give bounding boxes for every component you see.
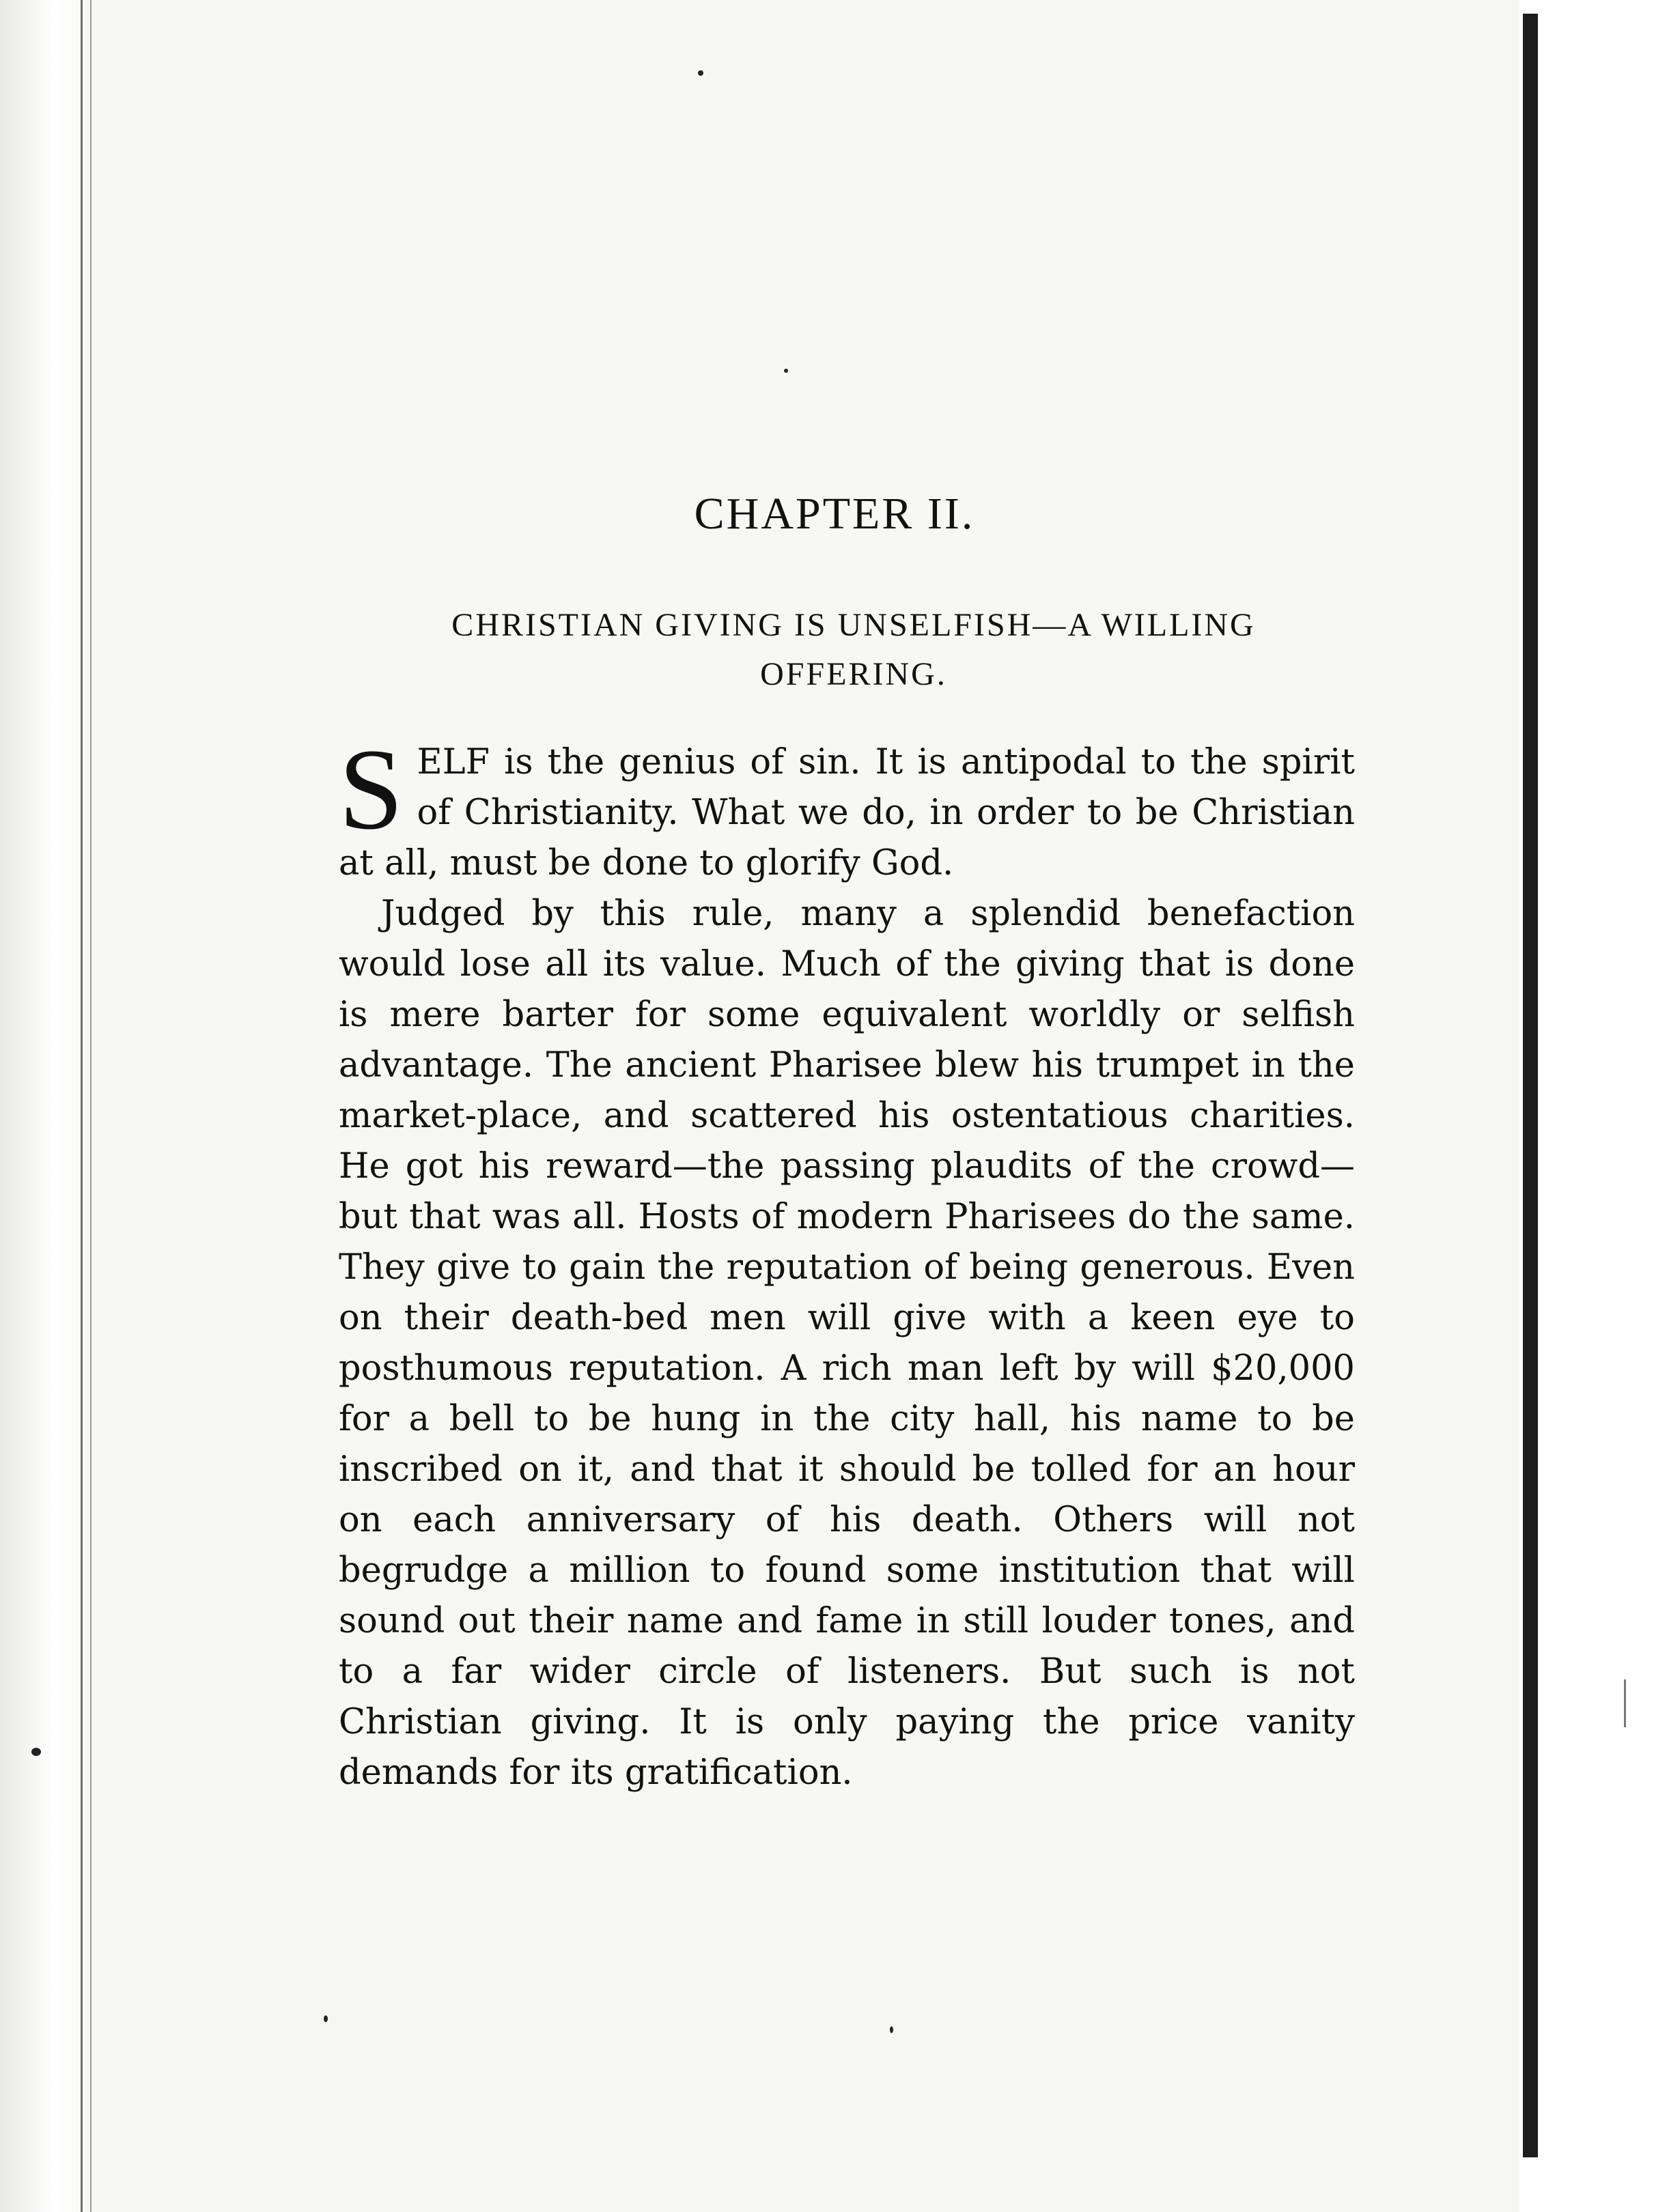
chapter-title: CHAPTER II. [694, 489, 975, 539]
paper-speck [324, 2015, 328, 2022]
page-edge-line [81, 0, 83, 2212]
paper-speck [31, 1748, 41, 1756]
paragraph-2: Judged by this rule, many a splendid benefaction would lose all its value. Much of the giving that is done is mere barter for some equivalent worldly or selfish advantage. The ancient Pharisee blew his trumpet in the market-place, and scattered his ostentatious charities. He got his reward—the passing plaudits of the crowd—but that was all. Hosts of modern Pharisees do the same. They give to gain the reputation of being generous. Even on their death-bed men will give with a keen eye to posthumous reputation. A rich man left by will $20,000 for a bell to be hung in the city hall, his name to be inscribed on it, and that it should be tolled for an hour on each anniversary of his death. Others will not begrudge a million to found some institution that will sound out their name and fame in still louder tones, and to a far wider circle of listeners. But such is not Christian giving. It is only paying the price vanity demands for its gratification. [339, 894, 1355, 1793]
body-text [339, 725, 1355, 1798]
page-left-edge [0, 0, 89, 2212]
paper-speck [698, 70, 703, 76]
chapter-subtitle: CHRISTIAN GIVING IS UNSELFISH—A WILLING OFFERING. [451, 607, 1256, 692]
paper-speck [890, 2026, 893, 2033]
page-edge-line [90, 0, 92, 2212]
paragraph-1 [339, 725, 1355, 889]
drop-cap: S [339, 725, 404, 853]
paragraph-1-text: ELF is the genius of sin. It is antipodal to the spirit of Christianity. What we do, in order to be Christian at all, must be done to glorify God. [339, 742, 1355, 883]
paper-speck [784, 369, 788, 373]
page-right-margin [1519, 0, 1669, 2212]
spine-mark [1624, 1679, 1626, 1727]
book-spine-shadow [1523, 14, 1538, 2157]
